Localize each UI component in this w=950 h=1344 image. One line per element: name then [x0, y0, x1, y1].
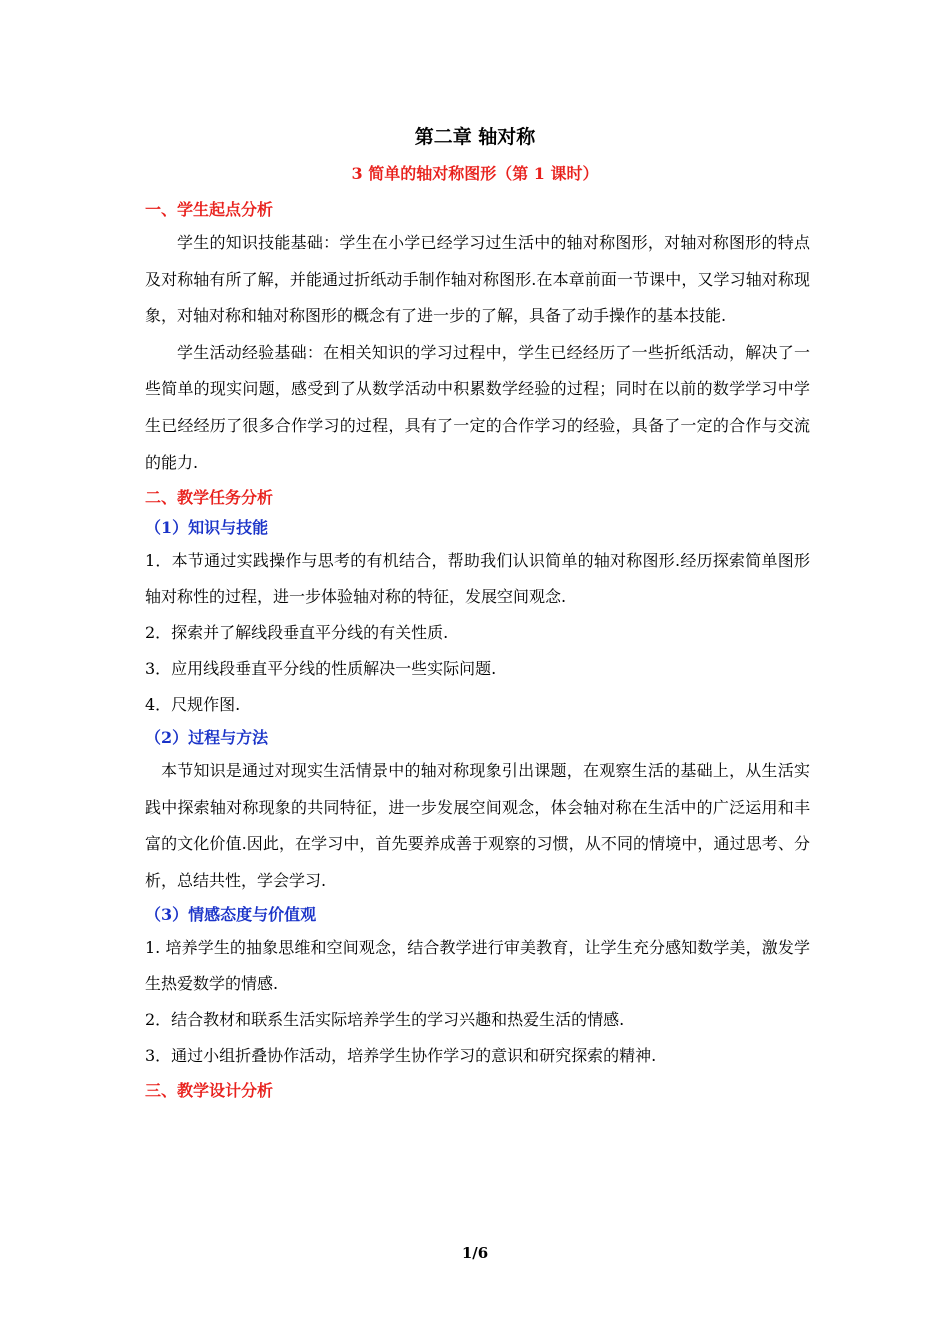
list-item: 1. 培养学生的抽象思维和空间观念，结合教学进行审美教育，让学生充分感知数学美，激发学生热爱数学的情感. [145, 937, 810, 993]
section-heading-task-analysis: 二、教学任务分析 [145, 488, 274, 508]
section-heading-design-analysis: 三、教学设计分析 [145, 1080, 274, 1100]
lesson-subtitle: 3 简单的轴对称图形（第 1 课时） [351, 164, 599, 183]
section-heading-student-analysis: 一、学生起点分析 [145, 200, 274, 219]
page-current: 1 [461, 1244, 473, 1262]
paragraph-knowledge-basis: 学生的知识技能基础：学生在小学已经学习过生活中的轴对称图形，对轴对称图形的特点及对称轴有所了解，并能通过折纸动手制作轴对称图形.在本章前面一节课中，又学习轴对称现象，对轴对称和轴对称图形的概念有了进一步的了解，具备了动手操作的基本技能. [145, 233, 810, 326]
page-separator: / [472, 1244, 478, 1262]
list-item: 2．探索并了解线段垂直平分线的有关性质. [145, 623, 449, 643]
paragraph-process-methods: 本节知识是通过对现实生活情景中的轴对称现象引出课题，在观察生活的基础上，从生活实践中探索轴对称现象的共同特征，进一步发展空间观念，体会轴对称在生活中的广泛运用和丰富的文化价值.因此，在学习中，首先要养成善于观察的习惯，从不同的情境中，通过思考、分析，总结共性，学会学习. [145, 761, 810, 890]
subheading-process-methods: （2）过程与方法 [145, 728, 269, 748]
list-item: 1．本节通过实践操作与思考的有机结合，帮助我们认识简单的轴对称图形.经历探索简单图形轴对称性的过程，进一步体验轴对称的特征，发展空间观念. [145, 551, 810, 607]
chapter-title: 第二章 轴对称 [414, 126, 536, 148]
page-total: 6 [477, 1244, 489, 1262]
list-item: 2．结合教材和联系生活实际培养学生的学习兴趣和热爱生活的情感. [145, 1009, 625, 1029]
page-number [0, 1243, 950, 1263]
list-item: 4．尺规作图. [145, 695, 241, 715]
list-item: 3．通过小组折叠协作活动，培养学生协作学习的意识和研究探索的精神. [145, 1045, 657, 1065]
paragraph-activity-basis: 学生活动经验基础：在相关知识的学习过程中，学生已经经历了一些折纸活动，解决了一些简单的现实问题，感受到了从数学活动中积累数学经验的过程；同时在以前的数学学习中学生已经经历了很多合作学习的过程，具有了一定的合作学习的经验，具备了一定的合作与交流的能力. [145, 342, 810, 472]
document-body [145, 197, 810, 1106]
subheading-knowledge-skills: （1）知识与技能 [145, 518, 269, 538]
subheading-attitudes-values: （3）情感态度与价值观 [145, 904, 317, 924]
list-item: 3．应用线段垂直平分线的性质解决一些实际问题. [145, 659, 497, 679]
